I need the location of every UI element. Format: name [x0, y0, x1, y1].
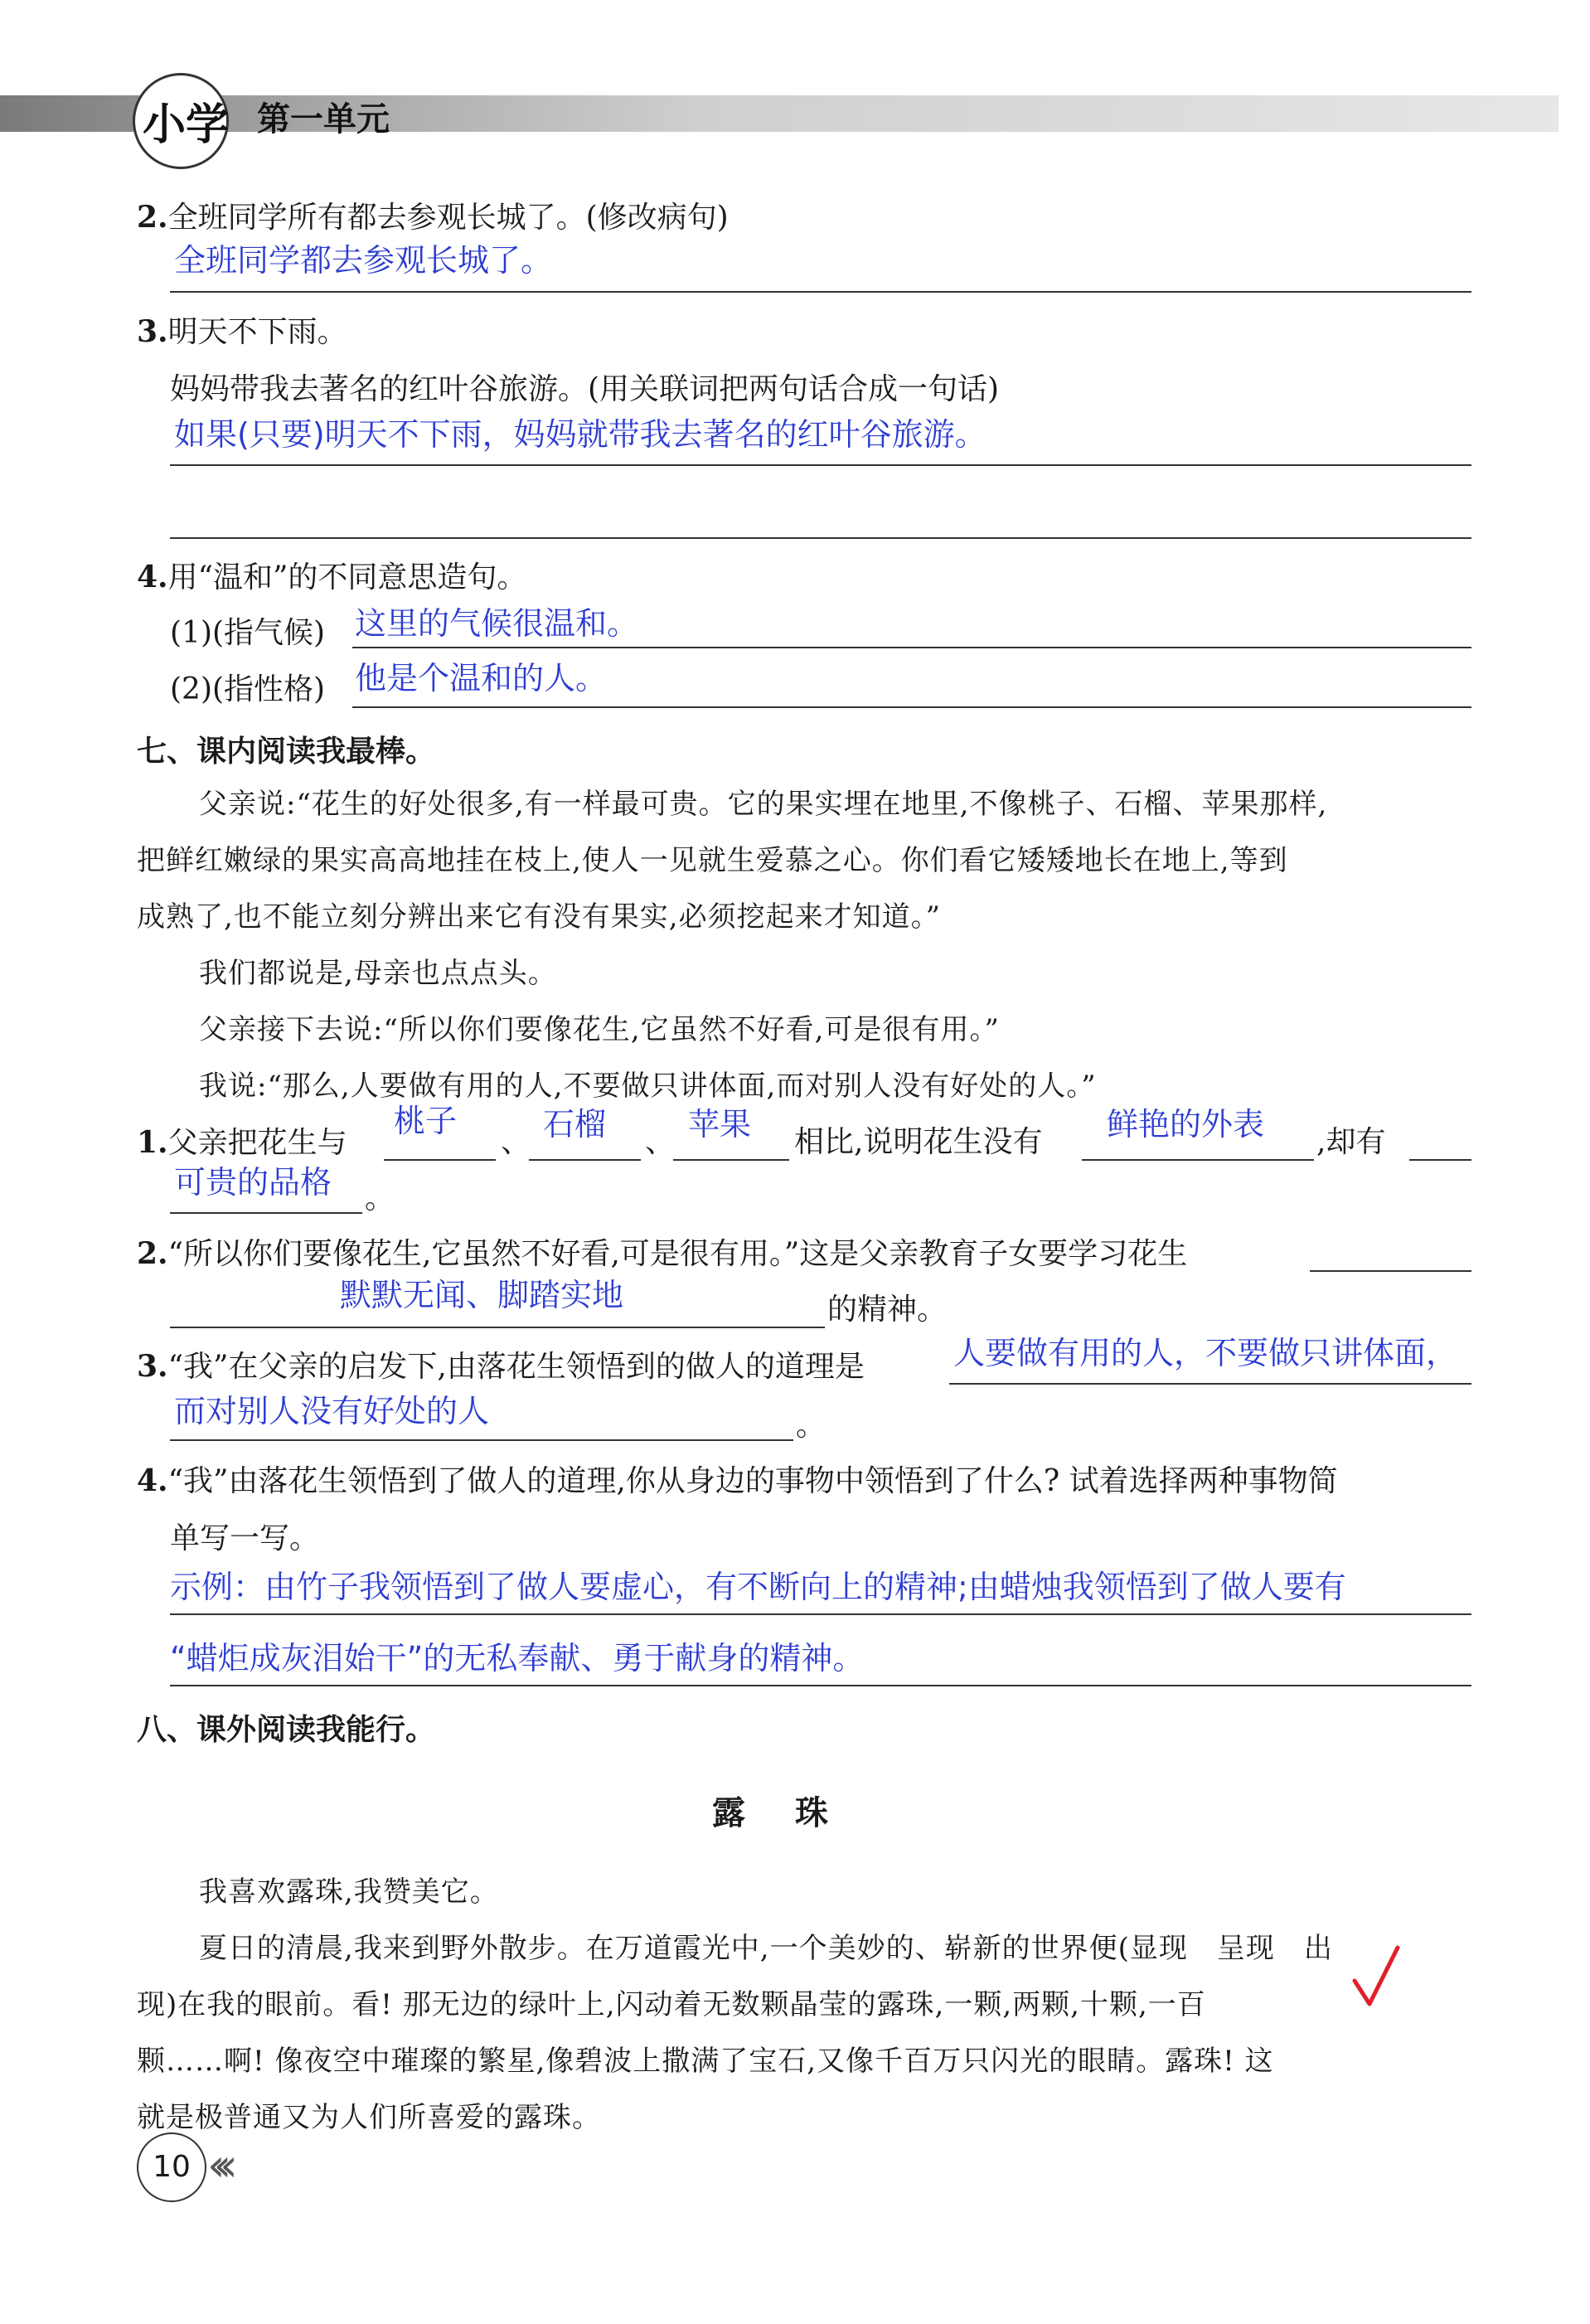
s6-q4-p2-label: (2)(指性格)	[170, 672, 326, 706]
footer-arrows-icon: ‹‹‹	[207, 2139, 226, 2191]
unit-title: 第一单元	[257, 100, 390, 138]
s7-q1-prefix: 1.父亲把花生与	[137, 1125, 347, 1160]
s7-q1-end: 。	[365, 1181, 395, 1215]
s7-q1-mid: 相比,说明花生没有	[794, 1125, 1043, 1159]
s7-q1-answer3: 苹果	[688, 1106, 752, 1143]
answer-line	[1082, 1159, 1314, 1161]
passage-line: 父亲说:“花生的好处很多,有一样最可贵。它的果实埋在地里,不像桃子、石榴、苹果那样,	[199, 788, 1328, 821]
story-line: 颗……啊! 像夜空中璀璨的繁星,像碧波上撒满了宝石,又像千百万只闪光的眼睛。露珠! 这	[137, 2045, 1274, 2078]
s6-q3-line1: 3.明天不下雨。	[137, 314, 347, 349]
answer-line	[949, 1383, 1471, 1385]
story-line: 就是极普通又为人们所喜爱的露珠。	[137, 2101, 601, 2134]
check-mark-icon	[1351, 1944, 1401, 2011]
story-paragraph: 我喜欢露珠,我赞美它。	[199, 1875, 499, 1909]
s7-q4-answer2: “蜡炬成灰泪始干”的无私奉献、勇于献身的精神。	[170, 1640, 865, 1676]
s6-q2-answer: 全班同学都去参观长城了。	[174, 242, 553, 279]
answer-line	[529, 1159, 641, 1161]
answer-line	[384, 1159, 496, 1161]
s7-q2: 2.“所以你们要像花生,它虽然不好看,可是很有用。”这是父亲教育子女要学习花生	[137, 1236, 1188, 1271]
answer-line	[170, 291, 1471, 293]
story-line: 现)在我的眼前。看! 那无边的绿叶上,闪动着无数颗晶莹的露珠,一颗,两颗,十颗,一百	[137, 1988, 1206, 2021]
s7-q1-sep: 、	[645, 1125, 676, 1159]
s7-q1-sep: 、	[501, 1125, 531, 1159]
s7-q3-end: 。	[796, 1409, 827, 1443]
passage-line: 我说:“那么,人要做有用的人,不要做只讲体面,而对别人没有好处的人。”	[199, 1070, 1097, 1103]
s6-q4-p2-answer: 他是个温和的人。	[355, 660, 608, 696]
answer-line	[352, 647, 1471, 648]
story-line: 夏日的清晨,我来到野外散步。在万道霞光中,一个美妙的、崭新的世界便(显现 呈现 出	[199, 1932, 1333, 1965]
s7-q1-answer2: 石榴	[543, 1106, 607, 1143]
answer-line	[170, 537, 1471, 539]
s7-q1-answer4: 鲜艳的外表	[1107, 1106, 1265, 1143]
logo-text: 小学	[143, 100, 230, 150]
answer-line	[170, 464, 1471, 466]
passage-line: 把鲜红嫩绿的果实高高地挂在枝上,使人一见就生爱慕之心。你们看它矮矮地长在地上,等到	[137, 844, 1288, 877]
s7-q2-end: 的精神。	[827, 1293, 948, 1327]
story-title: 露珠	[712, 1793, 878, 1832]
section8-title: 八、课外阅读我能行。	[137, 1712, 436, 1747]
s6-q2: 2.全班同学所有都去参观长城了。(修改病句)	[137, 200, 729, 235]
s7-q4-line1: 4.“我”由落花生领悟到了做人的道理,你从身边的事物中领悟到了什么? 试着选择两种事物简	[137, 1463, 1338, 1498]
page-number: 10	[137, 2132, 206, 2202]
passage-line: 父亲接下去说:“所以你们要像花生,它虽然不好看,可是很有用。”	[199, 1013, 1000, 1046]
s6-q4-p1-label: (1)(指气候)	[170, 616, 326, 650]
header-bar	[0, 95, 1558, 132]
s7-q3-answer2: 而对别人没有好处的人	[174, 1393, 490, 1429]
answer-line	[1310, 1270, 1471, 1272]
s7-q1-answer5: 可贵的品格	[174, 1164, 332, 1201]
answer-line	[170, 1439, 793, 1441]
answer-line	[352, 706, 1471, 708]
answer-line	[170, 1212, 362, 1214]
s7-q4-answer1: 示例：由竹子我领悟到了做人要虚心，有不断向上的精神;由蜡烛我领悟到了做人要有	[170, 1569, 1346, 1605]
s6-q4-p1-answer: 这里的气候很温和。	[355, 605, 639, 642]
answer-line	[673, 1159, 789, 1161]
answer-line	[170, 1613, 1471, 1615]
s6-q3-line2: 妈妈带我去著名的红叶谷旅游。(用关联词把两句话合成一句话)	[170, 372, 1000, 406]
s7-q1-tail: ,却有	[1316, 1125, 1386, 1159]
s6-q3-answer: 如果(只要)明天不下雨，妈妈就带我去著名的红叶谷旅游。	[174, 416, 986, 453]
s7-q3-answer1: 人要做有用的人，不要做只讲体面，	[953, 1335, 1458, 1371]
passage-line: 我们都说是,母亲也点点头。	[199, 957, 557, 990]
answer-line	[1409, 1159, 1471, 1161]
answer-line	[170, 1327, 825, 1328]
s7-q1-answer1: 桃子	[394, 1103, 458, 1139]
section7-title: 七、课内阅读我最棒。	[137, 734, 436, 769]
s7-q2-answer: 默默无闻、脚踏实地	[340, 1277, 624, 1313]
passage-line: 成熟了,也不能立刻分辨出来它有没有果实,必须挖起来才知道。”	[137, 900, 941, 934]
s7-q4-line2: 单写一写。	[170, 1521, 320, 1555]
s7-q3: 3.“我”在父亲的启发下,由落花生领悟到的做人的道理是	[137, 1349, 865, 1384]
answer-line	[170, 1685, 1471, 1686]
s6-q4: 4.用“温和”的不同意思造句。	[137, 560, 527, 594]
